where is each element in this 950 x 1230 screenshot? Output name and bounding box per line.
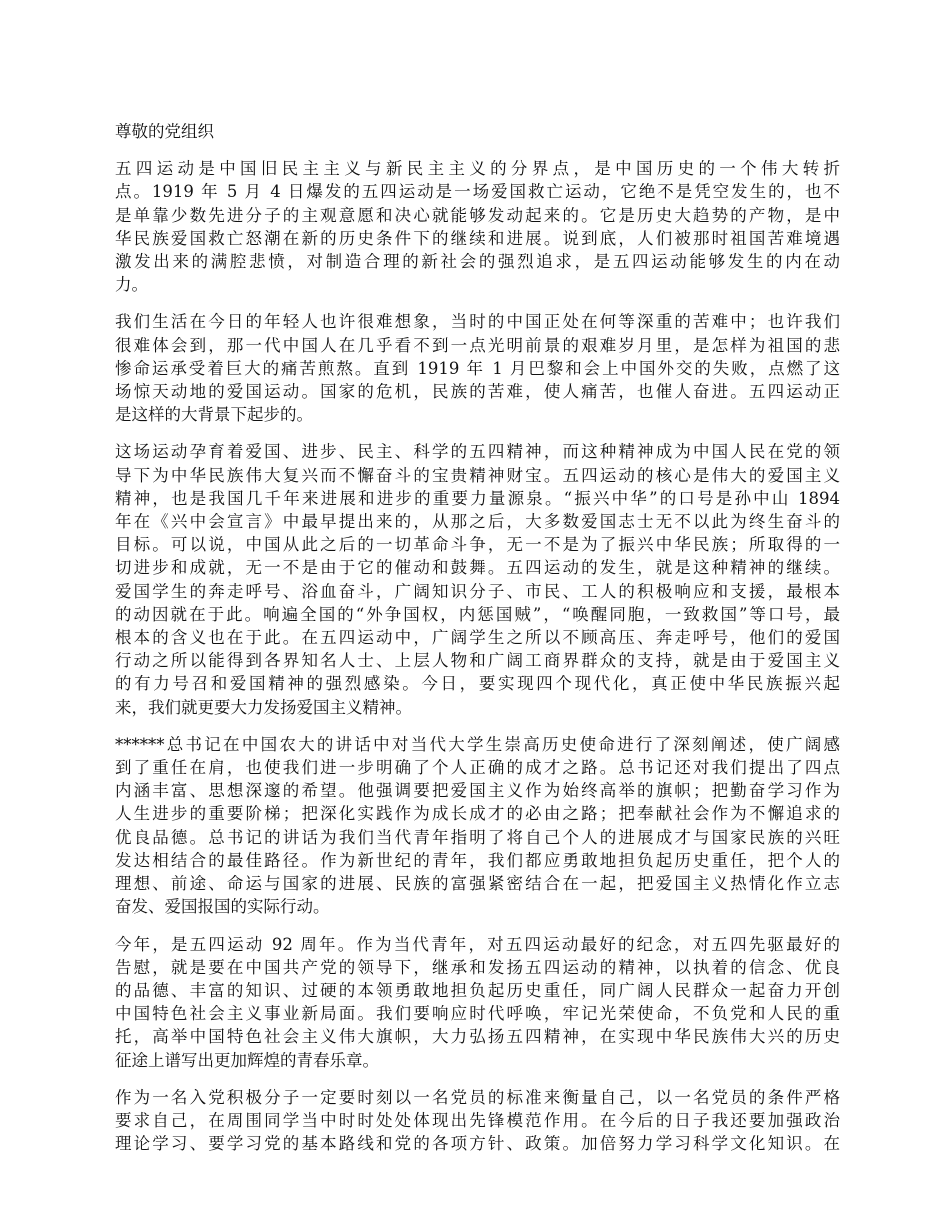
text-line: 征途上谱写出更加辉煌的青春乐章。 [115, 1050, 379, 1070]
text-line: 场惊天动地的爱国运动。国家的危机，民族的苦难，使人痛苦，也催人奋进。五四运动正 [115, 382, 840, 402]
text-line: 的有力号召和爱国精神的强烈感染。今日，要实现四个现代化，真正使中华民族振兴起 [115, 674, 840, 694]
text-line: 要求自己，在周围同学当中时时处处体现出先锋模范作用。在今后的日子我还要加强政治 [115, 1110, 840, 1130]
text-line: 年在《兴中会宣言》中最早提出来的，从那之后，大多数爱国志士无不以此为终生奋斗的 [115, 512, 840, 532]
text-line: 奋发、爱国报国的实际行动。 [115, 897, 330, 917]
text-line: 到了重任在肩，也使我们进一步明确了个人正确的成才之路。总书记还对我们提出了四点 [115, 758, 840, 778]
text-line: 优良品德。总书记的讲话为我们当代青年指明了将自己个人的进展成才与国家民族的兴旺 [115, 827, 840, 847]
text-line: 这场运动孕育着爱国、进步、民主、科学的五四精神，而这种精神成为中国人民在党的领 [115, 442, 840, 462]
text-line: 精神，也是我国几千年来进展和进步的重要力量源泉。“振兴中华”的口号是孙中山 1894 [115, 488, 840, 508]
paragraph [115, 1086, 840, 1156]
text-line: 我们生活在今日的年轻人也许很难想象，当时的中国正处在何等深重的苦难中；也许我们 [115, 312, 840, 332]
text-line: 理论学习、要学习党的基本路线和党的各项方针、政策。加倍努力学习科学文化知识。在 [115, 1134, 840, 1154]
text-line: 是单靠少数先进分子的主观意愿和决心就能够发动起来的。它是历史大趋势的产物，是中 [115, 205, 840, 225]
text-line: 五四运动是中国旧民主主义与新民主主义的分界点，是中国历史的一个伟大转折 [115, 159, 840, 179]
text-line: 是这样的大背景下起步的。 [115, 405, 313, 425]
text-line: 行动之所以能得到各界知名人士、上层人物和广阔工商界群众的支持，就是由于爱国主义 [115, 651, 840, 671]
text-line: 发达相结合的最佳路径。作为新世纪的青年，我们都应勇敢地担负起历史重任，把个人的 [115, 850, 840, 870]
text-line: 根本的含义也在于此。在五四运动中，广阔学生之所以不顾高压、奔走呼号，他们的爱国 [115, 628, 840, 648]
text-line: 的动因就在于此。响遍全国的“外争国权，内惩国贼”，“唤醒同胞，一致救国”等口号，最 [115, 604, 840, 624]
text-line: 告慰，就是要在中国共产党的领导下，继承和发扬五四运动的精神，以执着的信念、优良 [115, 957, 840, 977]
text-line: 作为一名入党积极分子一定要时刻以一名党员的标准来衡量自己，以一名党员的条件严格 [115, 1087, 840, 1107]
text-line: 人生进步的重要阶梯；把深化实践作为成长成才的必由之路；把奉献社会作为不懈追求的 [115, 804, 840, 824]
salutation: 尊敬的党组织 [115, 122, 214, 141]
text-line: 今年，是五四运动 92 周年。作为当代青年，对五四运动最好的纪念，对五四先驱最好的 [115, 934, 840, 954]
text-line: 中国特色社会主义事业新局面。我们要响应时代呼唤，牢记光荣使命，不负党和人民的重 [115, 1004, 840, 1024]
text-line: 点。1919 年 5 月 4 日爆发的五四运动是一场爱国救亡运动，它绝不是凭空发生的，也不 [115, 182, 840, 202]
text-line: ******总书记在中国农大的讲话中对当代大学生崇高历史使命进行了深刻阐述，使广阔感 [115, 734, 840, 754]
text-line: 内涵丰富、思想深邃的希望。他强调要把爱国主义作为始终高举的旗帜；把勤奋学习作为 [115, 781, 840, 801]
paragraph [115, 440, 840, 718]
text-line: 华民族爱国救亡怒潮在新的历史条件下的继续和进展。说到底，人们被那时祖国苦难境遇 [115, 228, 840, 248]
text-line: 激发出来的满腔悲愤，对制造合理的新社会的强烈追求，是五四运动能够发生的内在动 [115, 252, 840, 272]
text-line: 来，我们就更要大力发扬爱国主义精神。 [115, 697, 412, 717]
document-page [115, 120, 840, 1169]
paragraph [115, 933, 840, 1072]
text-line: 爱国学生的奔走呼号、浴血奋斗，广阔知识分子、市民、工人的积极响应和支援，最根本 [115, 581, 840, 601]
text-line: 切进步和成就，无一不是由于它的催动和鼓舞。五四运动的发生，就是这种精神的继续。 [115, 558, 840, 578]
text-line: 托，高举中国特色社会主义伟大旗帜，大力弘扬五四精神，在实现中华民族伟大兴的历史 [115, 1027, 840, 1047]
text-line: 力。 [115, 275, 148, 295]
paragraph [115, 157, 840, 296]
text-line: 理想、前途、命运与国家的进展、民族的富强紧密结合在一起，把爱国主义热情化作立志 [115, 874, 840, 894]
text-line: 惨命运承受着巨大的痛苦煎熬。直到 1919 年 1 月巴黎和会上中国外交的失败，点燃了这 [115, 358, 840, 378]
paragraph [115, 310, 840, 426]
paragraphs-container [115, 157, 840, 1155]
text-line: 的品德、丰富的知识、过硬的本领勇敢地担负起历史重任，同广阔人民群众一起奋力开创 [115, 980, 840, 1000]
paragraph [115, 733, 840, 919]
text-line: 很难体会到，那一代中国人在几乎看不到一点光明前景的艰难岁月里，是怎样为祖国的悲 [115, 335, 840, 355]
text-line: 导下为中华民族伟大复兴而不懈奋斗的宝贵精神财宝。五四运动的核心是伟大的爱国主义 [115, 465, 840, 485]
text-line: 目标。可以说，中国从此之后的一切革命斗争，无一不是为了振兴中华民族；所取得的一 [115, 535, 840, 555]
